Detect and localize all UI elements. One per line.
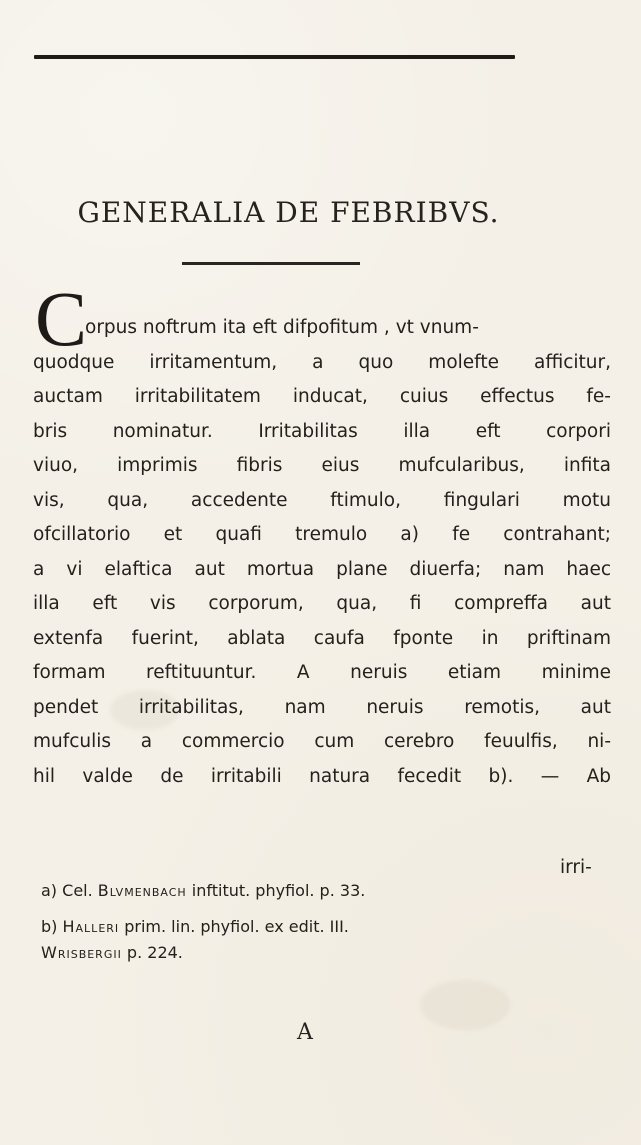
- footnote-marker: a): [41, 881, 58, 900]
- top-rule: [34, 55, 515, 59]
- signature-mark: A: [297, 1020, 313, 1045]
- footnote-marker: b): [41, 917, 58, 936]
- paragraph-line: viuo, imprimis fibris eius mufcularibus, infita: [33, 455, 611, 476]
- footnote-rest: prim. lin. phyfiol. ex edit. III.: [119, 917, 349, 936]
- footnote-a: [41, 878, 365, 903]
- paragraph-line: ofcillatorio et quafi tremulo a) fe contrahant;: [33, 524, 611, 545]
- paragraph-line: pendet irritabilitas, nam neruis remotis, aut: [33, 696, 611, 718]
- paragraph-line: illa eft vis corporum, qua, fi compreffa aut: [33, 593, 611, 614]
- footnote-rest: inftitut. phyfiol. p. 33.: [186, 881, 366, 900]
- paragraph-line: extenfa fuerint, ablata caufa fponte in priftinam: [33, 627, 611, 649]
- paragraph-line: bris nominatur. Irritabilitas illa eft corpori: [33, 420, 611, 442]
- footnote-author: Halleri: [62, 917, 120, 936]
- page-title: GENERALIA DE FEBRIBVS.: [77, 196, 500, 229]
- paragraph-line: quodque irritamentum, a quo molefte afficitur,: [33, 351, 611, 373]
- paragraph-line: hil valde de irritabili natura fecedit b). — Ab: [33, 765, 611, 787]
- paragraph-line: a vi elaftica aut mortua plane diuerfa; nam haec: [33, 558, 611, 580]
- paragraph-line: vis, qua, accedente ftimulo, fingulari motu: [33, 489, 611, 511]
- footnote-author: Blvmenbach: [97, 881, 187, 900]
- paragraph-line: mufculis a commercio cum cerebro feuulfis, ni-: [33, 731, 611, 752]
- paragraph-line: auctam irritabilitatem inducat, cuius effectus fe-: [33, 386, 611, 407]
- paragraph-line: formam reftituuntur. A neruis etiam minime: [33, 662, 611, 683]
- paragraph-line: orpus noftrum ita eft difpofitum , vt vnum-: [85, 317, 479, 338]
- catchword: irri-: [560, 857, 592, 878]
- body-paragraph: [33, 311, 611, 794]
- footnote-author: Wrisbergii: [41, 943, 122, 962]
- footnote-text: Cel.: [62, 881, 98, 900]
- footnote-b-continuation: [41, 940, 183, 965]
- title-rule: [182, 262, 360, 265]
- drop-cap: C: [35, 275, 88, 362]
- paper-stain: [420, 980, 510, 1030]
- footnote-rest: p. 224.: [121, 943, 183, 962]
- footnote-b: [41, 914, 349, 939]
